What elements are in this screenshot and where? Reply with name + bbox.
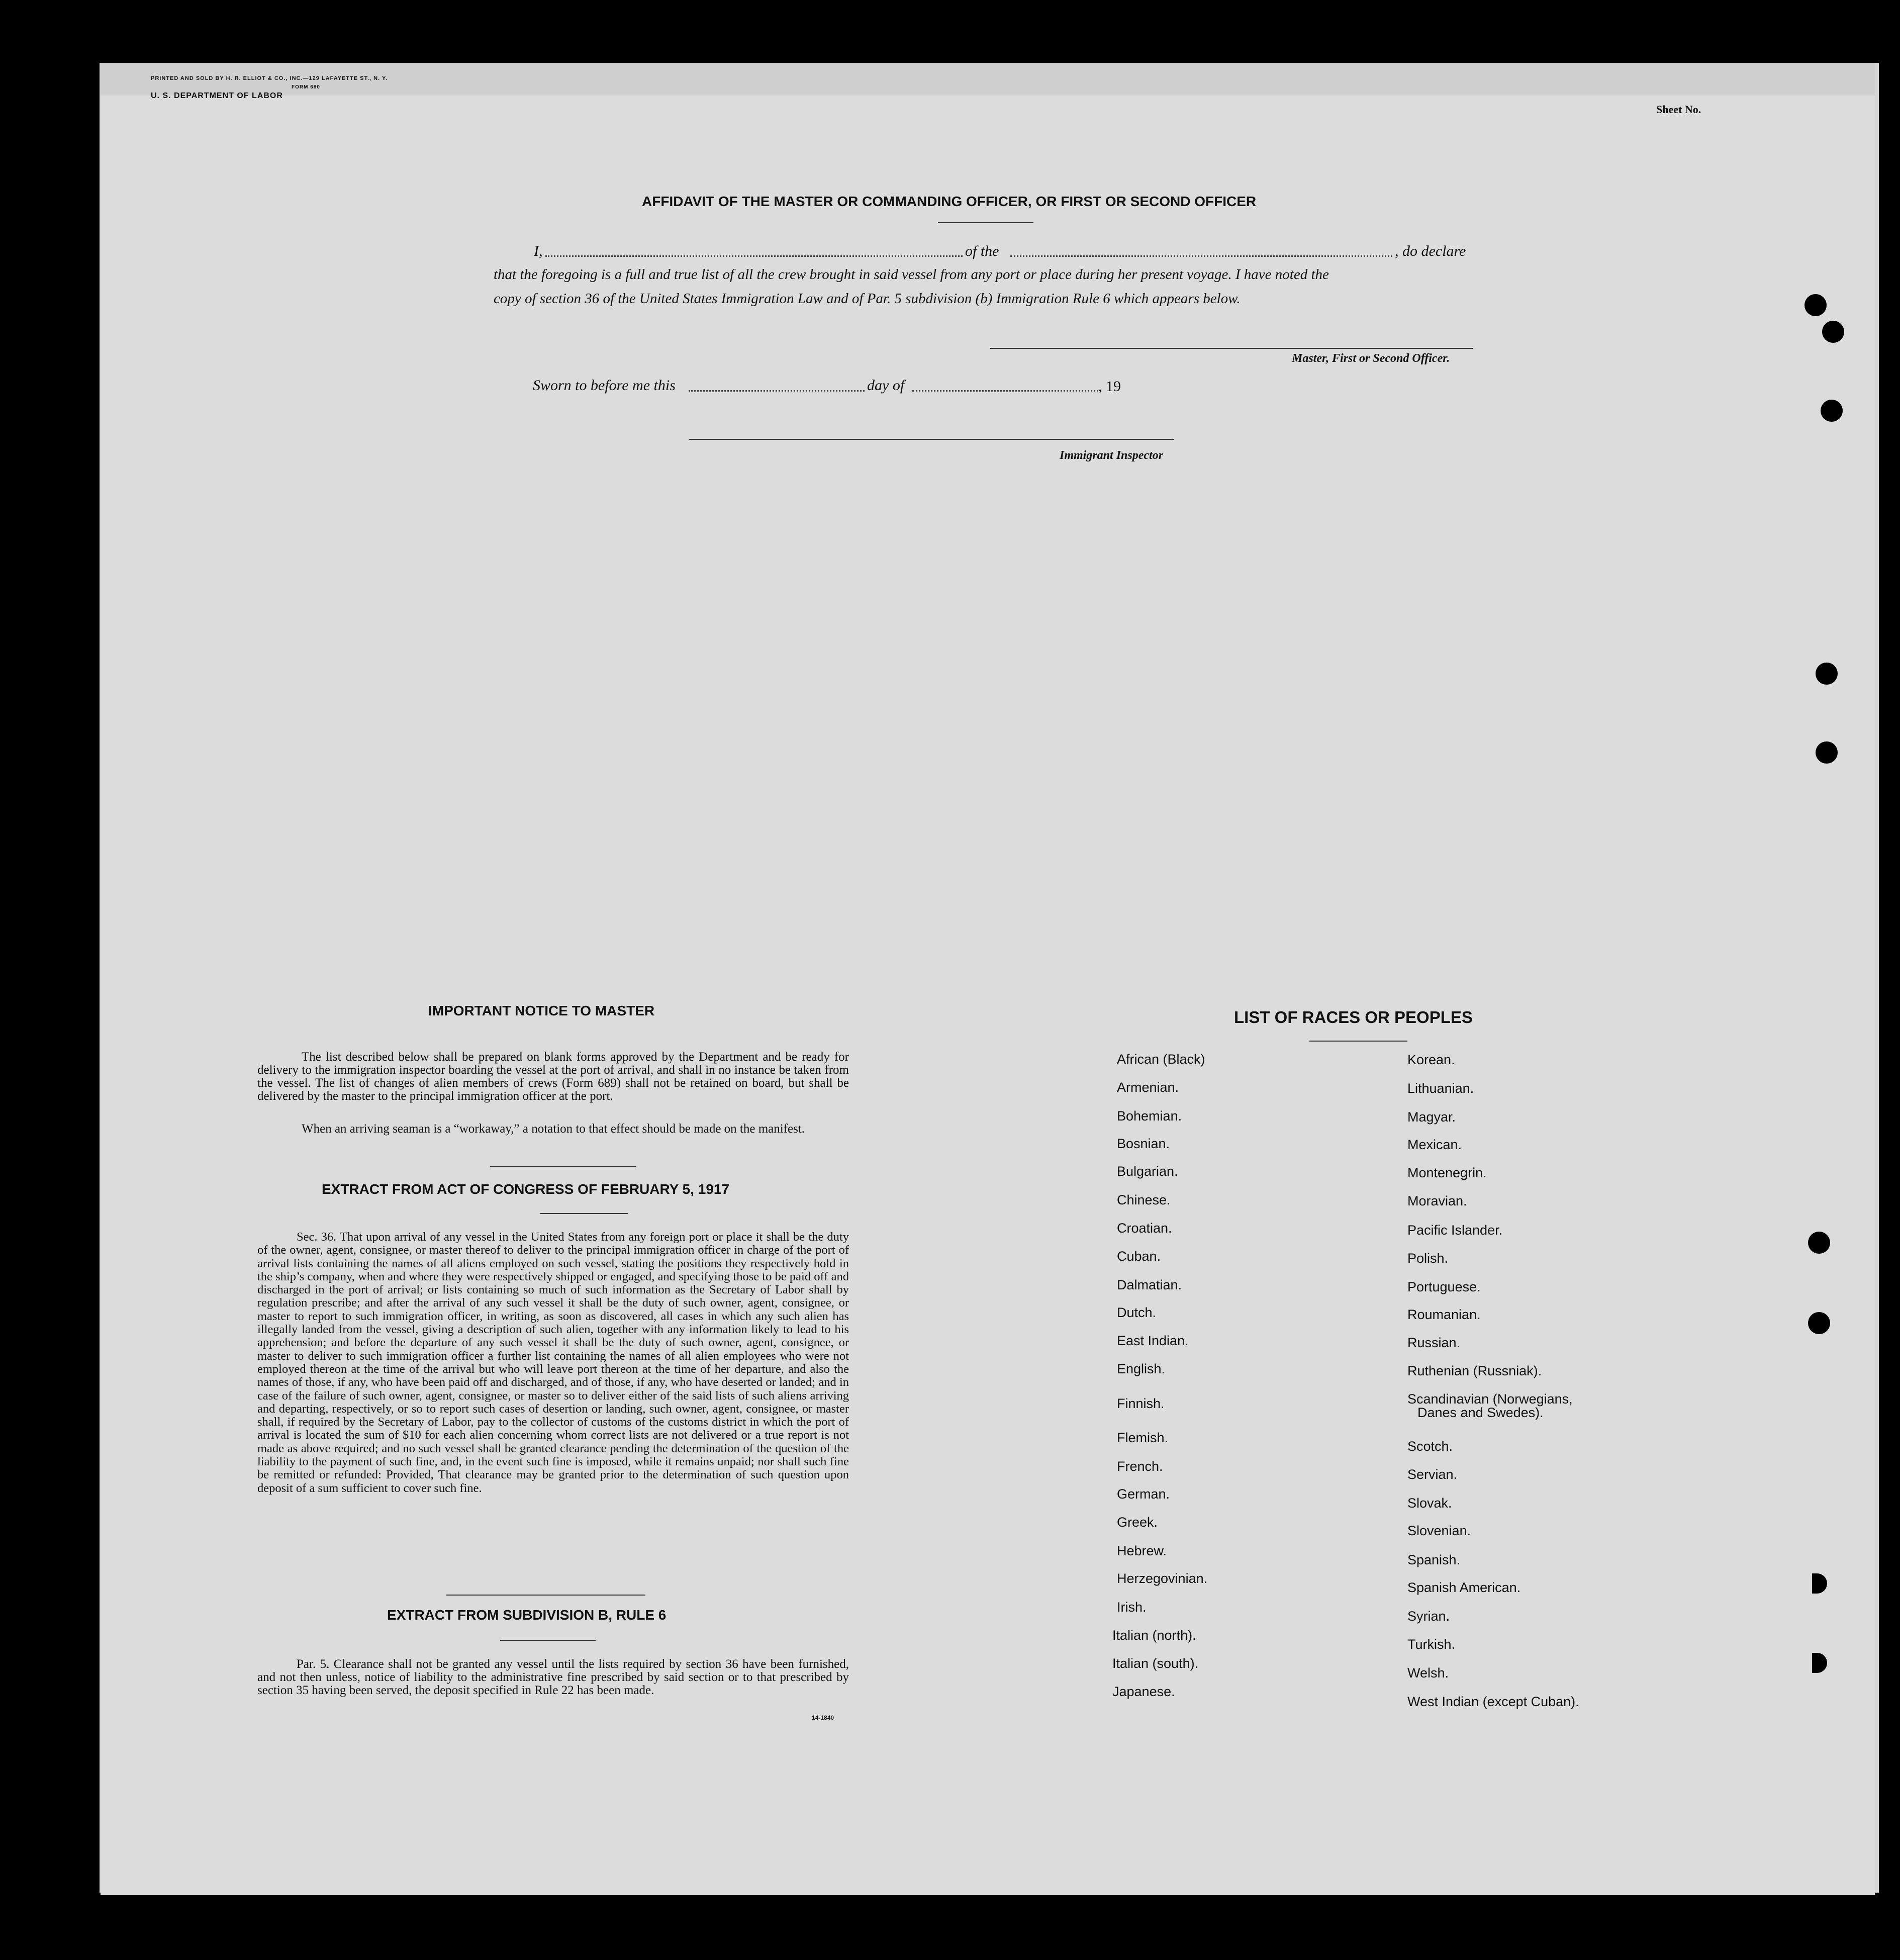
affidavit-line-3: copy of section 36 of the United States Immigration Law and of Par. 5 subdivision (b) Immigration Rule 6 which appears below. <box>494 291 1241 307</box>
race-item: Portuguese. <box>1407 1279 1481 1294</box>
act-extract-title: EXTRACT FROM ACT OF CONGRESS OF FEBRUARY 5, 1917 <box>322 1181 730 1197</box>
year-label: , 19 <box>1098 378 1121 395</box>
race-item: Ruthenian (Russniak). <box>1407 1363 1542 1378</box>
race-item: Scotch. <box>1407 1439 1453 1454</box>
race-item: Welsh. <box>1407 1665 1449 1681</box>
sheet-number-label: Sheet No. <box>1656 103 1701 116</box>
section-divider <box>490 1166 636 1167</box>
race-item: Russian. <box>1407 1335 1461 1350</box>
notice-paragraph-1: The list described below shall be prepared on blank forms approved by the Department and be ready for delivery to the immigration inspector boarding the vessel at the port of arrival, and shall in no instance be taken from the vessel. The list of changes of alien members of crews (Form 689) shall not be retained on board, but shall be delivered by the master to the principal immigration officer at the port. <box>257 1050 849 1103</box>
vessel-name-field[interactable] <box>1010 255 1392 257</box>
punch-hole <box>1816 663 1838 685</box>
race-item: Montenegrin. <box>1407 1165 1487 1180</box>
of-the-label: of the <box>965 243 999 259</box>
race-item: Bulgarian. <box>1117 1164 1178 1179</box>
race-item: Pacific Islander. <box>1407 1223 1503 1238</box>
master-signature-label: Master, First or Second Officer. <box>1292 352 1450 365</box>
printer-line: PRINTED AND SOLD BY H. R. ELLIOT & CO., INC.—129 LAFAYETTE ST., N. Y. <box>151 75 388 81</box>
race-item: Bosnian. <box>1117 1136 1170 1151</box>
rule-title-underline <box>500 1640 596 1641</box>
race-item: Magyar. <box>1407 1109 1456 1125</box>
race-item: Armenian. <box>1117 1080 1179 1095</box>
race-item: Turkish. <box>1407 1637 1456 1652</box>
punch-hole <box>1822 321 1844 343</box>
form-number: FORM 680 <box>292 84 320 90</box>
race-item: East Indian. <box>1117 1333 1189 1348</box>
rule-extract-title: EXTRACT FROM SUBDIVISION B, RULE 6 <box>387 1607 667 1623</box>
rule-extract-text: Par. 5. Clearance shall not be granted any vessel until the lists required by section 36 have been furnished, and not then unless, notice of liability to the administrative fine prescribed by said section or to that prescribed by section 35 having been served, the deposit specified in Rule 22 has been made. <box>257 1657 849 1697</box>
race-item: Mexican. <box>1407 1137 1462 1152</box>
race-item: Moravian. <box>1407 1193 1467 1208</box>
race-item: Herzegovinian. <box>1117 1571 1208 1586</box>
race-item: Cuban. <box>1117 1249 1161 1264</box>
race-item: German. <box>1117 1486 1170 1502</box>
department-name: U. S. DEPARTMENT OF LABOR <box>151 91 283 100</box>
race-item: Chinese. <box>1117 1192 1171 1207</box>
act-title-underline <box>540 1213 628 1214</box>
race-item: Italian (south). <box>1112 1656 1199 1671</box>
punch-hole <box>1821 400 1843 422</box>
sworn-label: Sworn to before me this <box>533 377 676 394</box>
punch-hole <box>1808 1232 1830 1254</box>
print-code: 14-1840 <box>812 1714 834 1721</box>
affidavit-title: AFFIDAVIT OF THE MASTER OR COMMANDING OFFICER, OR FIRST OR SECOND OFFICER <box>642 194 1257 209</box>
form-page <box>101 96 1875 1895</box>
inspector-signature-line[interactable] <box>689 439 1174 440</box>
races-title-underline <box>1309 1041 1407 1042</box>
notice-paragraph-2: When an arriving seaman is a “workaway,” a notation to that effect should be made on the manifest. <box>302 1122 805 1136</box>
race-item: African (Black) <box>1117 1052 1205 1067</box>
race-item: French. <box>1117 1459 1163 1474</box>
race-item: Flemish. <box>1117 1430 1169 1445</box>
act-extract-text: Sec. 36. That upon arrival of any vessel in the United States from any foreign port or place it shall be the duty of the owner, agent, consignee, or master thereof to deliver to the principal immigration officer in charge of the port of arrival lists containing the names of all aliens employed on such vessel, stating the positions they respectively hold in the ship’s company, when and where they were respectively shipped or engaged, and specifying those to be paid off and discharged in the port of arrival; or lists containing so much of such information as the Secretary of Labor shall by regulation prescribe; and after the arrival of any such vessel it shall be the duty of such owner, agent, consignee, or master to report to such immigration officer, in writing, as soon as discovered, all cases in which any such alien has illegally landed from the vessel, giving a description of such alien, together with any information likely to lead to his apprehension; and before the departure of any such vessel it shall be the duty of such owner, agent, consignee, or master to deliver to such immigration officer a further list containing the names of all alien employees who were not employed thereon at the time of the arrival but who will leave port thereon at the time of her departure, and also the names of those, if any, who have been paid off and discharged, and of those, if any, who have deserted or landed; and in case of the failure of such owner, agent, consignee, or master so to deliver either of the said lists of such aliens arriving and departing, respectively, or so to report such cases of desertion or landing, such owner, agent, consignee, or master shall, if required by the Secretary of Labor, pay to the collector of customs of the customs district in which the port of arrival is located the sum of $10 for each alien concerning whom correct lists are not delivered or a true report is not made as above required; and no such vessel shall be granted clearance pending the determination of the question of the liability to the payment of such fine, and, in the event such fine is imposed, while it remains unpaid; nor shall such fine be remitted or refunded: Provided, That clearance may be granted prior to the determination of such question upon deposit of a sum sufficient to cover such fine. <box>257 1230 849 1495</box>
title-underline <box>938 222 1033 223</box>
notice-title: IMPORTANT NOTICE TO MASTER <box>428 1003 655 1018</box>
race-item: Italian (north). <box>1112 1628 1196 1643</box>
race-item: Polish. <box>1407 1251 1449 1266</box>
race-item: Greek. <box>1117 1515 1158 1530</box>
race-item: Japanese. <box>1112 1684 1175 1699</box>
inspector-signature-label: Immigrant Inspector <box>1060 449 1164 462</box>
do-declare-label: , do declare <box>1395 243 1466 259</box>
master-signature-line[interactable] <box>990 348 1473 349</box>
race-item: Spanish. <box>1407 1552 1461 1567</box>
race-item: Slovak. <box>1407 1496 1452 1511</box>
race-item: Irish. <box>1117 1600 1147 1615</box>
race-item: Finnish. <box>1117 1396 1165 1411</box>
race-item: Danes and Swedes). <box>1417 1405 1544 1420</box>
race-item: Servian. <box>1407 1467 1458 1482</box>
race-item: English. <box>1117 1361 1166 1376</box>
race-item: Lithuanian. <box>1407 1081 1474 1096</box>
race-item: Dutch. <box>1117 1305 1157 1320</box>
race-item: Syrian. <box>1407 1609 1450 1624</box>
declarant-name-field[interactable] <box>545 255 963 257</box>
sworn-month-field[interactable] <box>912 390 1098 392</box>
race-item: Spanish American. <box>1407 1580 1521 1595</box>
races-title: LIST OF RACES OR PEOPLES <box>1234 1008 1473 1026</box>
race-item: Dalmatian. <box>1117 1277 1182 1292</box>
race-item: Hebrew. <box>1117 1543 1167 1558</box>
affidavit-line-2: that the foregoing is a full and true list of all the crew brought in said vessel from any port or place during her present voyage. I have noted the <box>494 266 1329 283</box>
race-item: Bohemian. <box>1117 1108 1182 1124</box>
punch-hole <box>1816 741 1838 764</box>
punch-hole <box>1808 1312 1830 1334</box>
sworn-day-field[interactable] <box>689 390 865 392</box>
race-item: West Indian (except Cuban). <box>1407 1694 1579 1709</box>
race-item: Scandinavian (Norwegians, <box>1407 1391 1573 1407</box>
race-item: Korean. <box>1407 1052 1455 1067</box>
race-item: Roumanian. <box>1407 1307 1481 1322</box>
day-of-label: day of <box>867 377 905 394</box>
punch-hole <box>1804 294 1827 316</box>
section-divider-2 <box>446 1595 645 1596</box>
declarant-prefix: I, <box>534 243 543 259</box>
race-item: Croatian. <box>1117 1221 1172 1236</box>
race-item: Slovenian. <box>1407 1523 1471 1538</box>
